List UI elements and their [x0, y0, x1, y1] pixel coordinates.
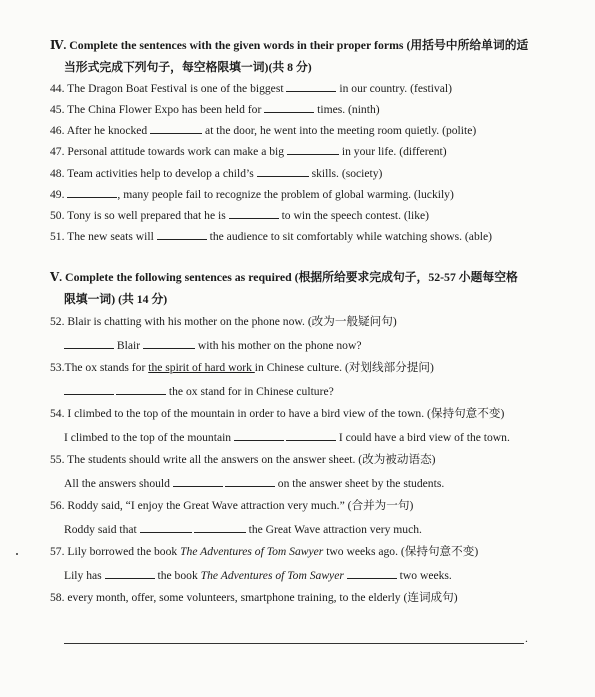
answer-line-58-period: . [525, 632, 528, 645]
answer-blank-52b[interactable] [143, 338, 195, 349]
answer-blank-48[interactable] [257, 166, 309, 177]
question-53: 53.The ox stands for the spirit of hard work in Chinese culture. (对划线部分提问) [50, 361, 434, 374]
answer-line-54: I climbed to the top of the mountain I could have a bird view of the town. [64, 431, 510, 444]
question-50: 50. Tony is so well prepared that he is to win the speech contest. (like) [50, 209, 430, 222]
question-48: 48. Team activities help to develop a child’s skills. (society) [50, 167, 383, 180]
answer-line-52: Blair with his mother on the phone now? [64, 338, 361, 353]
answer-blank-47[interactable] [287, 144, 339, 155]
question-54: 54. I climbed to the top of the mountain in order to have a bird view of the town. (保持句意不变) [50, 407, 505, 420]
section-5-title-line1: Ⅴ. Complete the following sentences as required (根据所给要求完成句子，52-57 小题每空格 [50, 270, 518, 284]
question-47: 47. Personal attitude towards work can make a big in your life. (different) [50, 145, 447, 158]
answer-line-58[interactable] [64, 643, 524, 644]
section-5-title-line2: 限填一词) (共 14 分) [64, 292, 168, 306]
question-45: 45. The China Flower Expo has been held for times. (ninth) [50, 103, 380, 116]
answer-line-55: All the answers should on the answer sheet by the students. [64, 477, 445, 490]
question-44: 44. The Dragon Boat Festival is one of the biggest in our country. (festival) [50, 82, 452, 95]
question-56: 56. Roddy said, “I enjoy the Great Wave attraction very much.” (合并为一句) [50, 499, 414, 512]
answer-blank-53a[interactable] [64, 384, 114, 395]
answer-blank-57a[interactable] [105, 568, 155, 579]
section-4-title-line2: 当形式完成下列句子，每空格限填一词)(共 8 分) [64, 60, 312, 74]
question-49: 49. , many people fail to recognize the problem of global warming. (luckily) [50, 188, 454, 201]
question-55: 55. The students should write all the answers on the answer sheet. (改为被动语态) [50, 453, 436, 466]
answer-blank-54b[interactable] [286, 430, 336, 441]
answer-blank-57b[interactable] [347, 568, 397, 579]
answer-blank-50[interactable] [229, 208, 279, 219]
answer-blank-54a[interactable] [234, 430, 284, 441]
question-46: 46. After he knocked at the door, he went into the meeting room quietly. (polite) [50, 124, 477, 137]
answer-blank-44[interactable] [286, 81, 336, 92]
answer-blank-53b[interactable] [116, 384, 166, 395]
answer-line-57: Lily has the book The Adventures of Tom Sawyer two weeks. [64, 569, 452, 582]
margin-dot [16, 553, 18, 555]
answer-blank-56b[interactable] [194, 522, 246, 533]
question-52: 52. Blair is chatting with his mother on the phone now. (改为一般疑问句) [50, 315, 397, 328]
answer-blank-55a[interactable] [173, 476, 223, 487]
underlined-phrase: the spirit of hard work [148, 361, 255, 374]
answer-blank-45[interactable] [264, 102, 314, 113]
question-51: 51. The new seats will the audience to sit comfortably while watching shows. (able) [50, 230, 492, 243]
answer-blank-56a[interactable] [140, 522, 192, 533]
answer-line-56: Roddy said that the Great Wave attraction very much. [64, 523, 422, 536]
answer-blank-55b[interactable] [225, 476, 275, 487]
question-57: 57. Lily borrowed the book The Adventures of Tom Sawyer two weeks ago. (保持句意不变) [50, 545, 479, 558]
answer-blank-51[interactable] [157, 229, 207, 240]
question-58: 58. every month, offer, some volunteers, smartphone training, to the elderly (连词成句) [50, 591, 458, 604]
answer-blank-49[interactable] [67, 187, 117, 198]
answer-blank-46[interactable] [150, 123, 202, 134]
answer-blank-52a[interactable] [64, 338, 114, 349]
section-4-title-line1: Ⅳ. Complete the sentences with the given words in their proper forms (用括号中所给单词的适 [50, 38, 529, 52]
answer-line-53: the ox stand for in Chinese culture? [64, 384, 334, 399]
